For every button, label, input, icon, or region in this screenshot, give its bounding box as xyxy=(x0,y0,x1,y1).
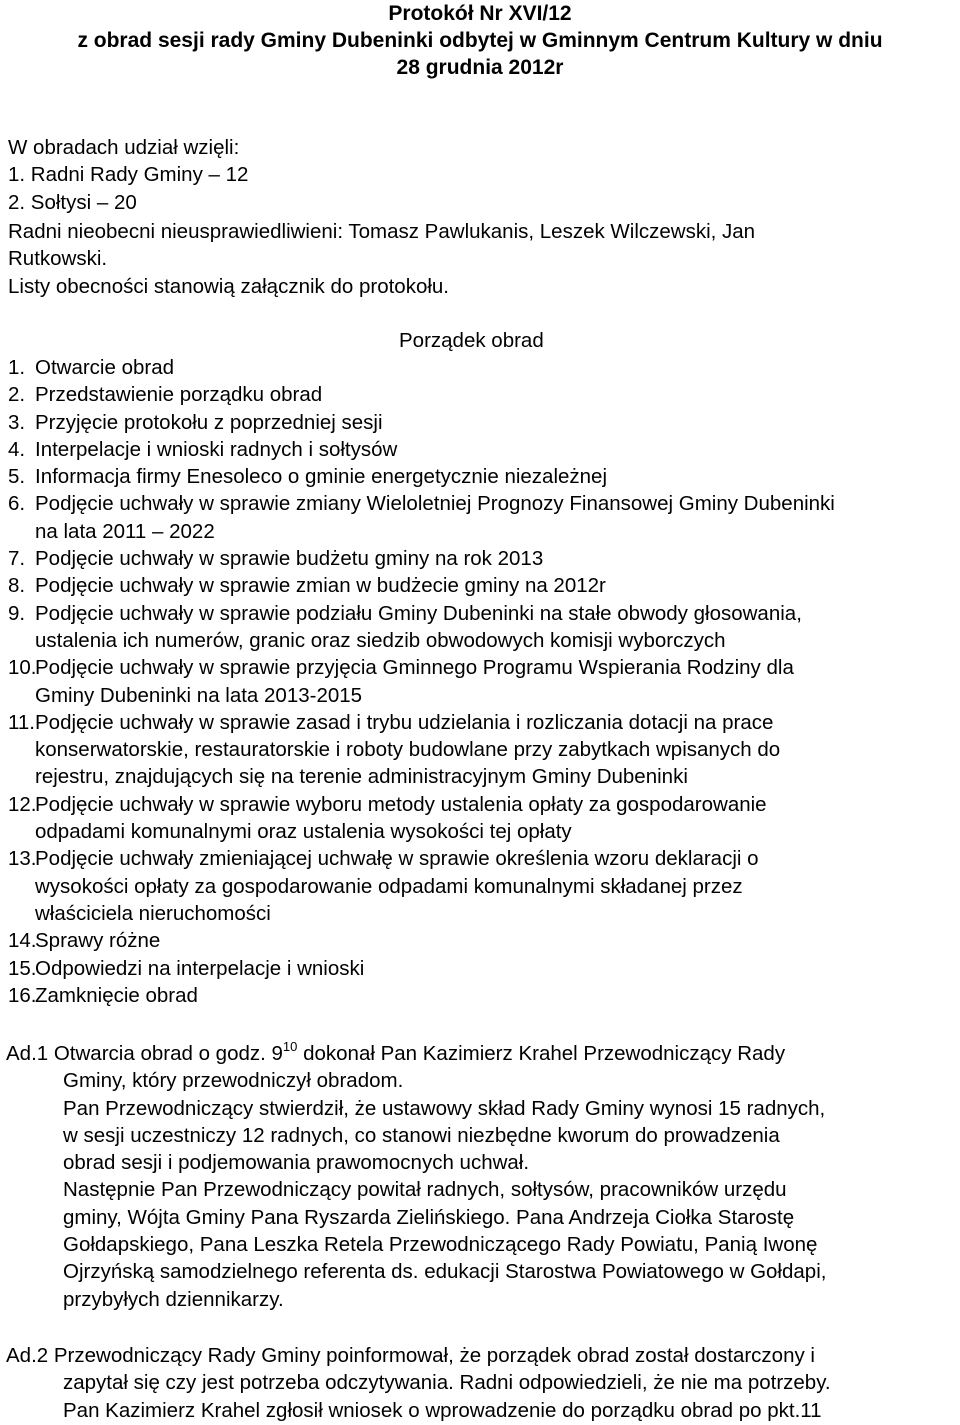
agenda-list xyxy=(8,354,958,1009)
agenda-item-number: 16. xyxy=(8,983,37,1007)
agenda-item-number: 13. xyxy=(8,847,37,871)
agenda-item-line xyxy=(8,654,958,681)
agenda-item-text: Podjęcie uchwały w sprawie przyjęcia Gminnego Programu Wspierania Rodziny dla xyxy=(35,656,794,680)
agenda-item xyxy=(8,845,958,927)
ad1-first-line xyxy=(6,1040,956,1067)
protocol-date: 28 grudnia 2012r xyxy=(396,56,564,79)
agenda-item-text: Sprawy różne xyxy=(35,929,161,953)
agenda-item-text: Podjęcie uchwały w sprawie podziału Gminy Dubeninki na stałe obwody głosowania, xyxy=(35,601,802,625)
agenda-item-line xyxy=(8,600,958,627)
agenda-item-text: właściciela nieruchomości xyxy=(35,901,271,925)
agenda-item xyxy=(8,381,958,408)
agenda-item xyxy=(8,709,958,791)
paragraph-text: Pan Przewodniczący stwierdził, że ustawowy skład Rady Gminy wynosi 15 radnych, xyxy=(63,1096,826,1120)
agenda-item-number: 14. xyxy=(8,929,37,953)
agenda-item xyxy=(8,955,958,982)
agenda-item-number: 1. xyxy=(8,356,26,379)
paragraph-text: Gminy, który przewodniczył obradom. xyxy=(63,1069,404,1093)
agenda-item-text: Przyjęcie protokołu z poprzedniej sesji xyxy=(35,410,383,434)
agenda-item-text: Podjęcie uchwały w sprawie zmian w budżecie gminy na 2012r xyxy=(35,574,606,598)
ad1-section xyxy=(6,1040,956,1313)
agenda-item xyxy=(8,409,958,436)
agenda-item-number: 3. xyxy=(8,410,26,434)
agenda-item-number: 7. xyxy=(8,547,26,571)
agenda-item-number: 9. xyxy=(8,601,26,625)
agenda-item-number: 15. xyxy=(8,956,37,980)
agenda-item-line xyxy=(8,791,958,818)
agenda-item-text: na lata 2011 – 2022 xyxy=(35,519,215,543)
ad2-first-line: Ad.2 Przewodniczący Rady Gminy poinformował, że porządek obrad został dostarczony i xyxy=(6,1344,815,1367)
agenda-item-text: Odpowiedzi na interpelacje i wnioski xyxy=(35,956,365,980)
agenda-item-number: 5. xyxy=(8,465,26,489)
absent-councillors: Radni nieobecni nieusprawiedliwieni: Tomasz Pawlukanis, Leszek Wilczewski, Jan xyxy=(8,220,756,243)
agenda-item xyxy=(8,572,958,599)
attendance-councillors: 1. Radni Rady Gminy – 12 xyxy=(8,163,249,186)
paragraph-text: obrad sesji i podjemowania prawomocnych uchwał. xyxy=(63,1151,530,1175)
agenda-item-text: Podjęcie uchwały zmieniającej uchwałę w sprawie określenia wzoru deklaracji o xyxy=(35,847,759,871)
agenda-item-line xyxy=(8,709,958,736)
absent-councillors-cont: Rutkowski. xyxy=(8,247,108,270)
agenda-item xyxy=(8,436,958,463)
paragraph-text: przybyłych dziennikarzy. xyxy=(63,1287,284,1311)
agenda-item-text: Zamknięcie obrad xyxy=(35,983,198,1007)
paragraph-text: Ojrzyńską samodzielnego referenta ds. edukacji Starostwa Powiatowego w Gołdapi, xyxy=(63,1260,827,1284)
agenda-item-number: 12. xyxy=(8,792,37,816)
agenda-item-text: rejestru, znajdujących się na terenie administracyjnym Gminy Dubeninki xyxy=(35,765,688,789)
agenda-item-text: Podjęcie uchwały w sprawie budżetu gminy na rok 2013 xyxy=(35,547,544,571)
agenda-item-text: ustalenia ich numerów, granic oraz siedzib obwodowych komisji wyborczych xyxy=(35,628,726,652)
agenda-title: Porządek obrad xyxy=(399,329,544,352)
agenda-item-line xyxy=(8,845,958,872)
paragraph-text: gminy, Wójta Gminy Pana Ryszarda Zielińskiego. Pana Andrzeja Ciołka Starostę xyxy=(63,1205,795,1229)
agenda-item xyxy=(8,654,958,709)
agenda-item-line xyxy=(8,490,958,517)
agenda-item xyxy=(8,982,958,1009)
paragraph-text: Ad.1 Otwarcia obrad o godz. 9 xyxy=(6,1042,283,1065)
agenda-item xyxy=(8,791,958,846)
protocol-title: Protokół Nr XVI/12 xyxy=(388,2,572,25)
paragraph-text: w sesji uczestniczy 12 radnych, co stanowi niezbędne kworum do prowadzenia xyxy=(63,1123,780,1147)
paragraph-text: Gołdapskiego, Pana Leszka Retela Przewodniczącego Rady Powiatu, Panią Iwonę xyxy=(63,1233,818,1257)
attendance-village-heads: 2. Sołtysi – 20 xyxy=(8,191,137,214)
paragraph-text: zapytał się czy jest potrzeba odczytywania. Radni odpowiedzieli, że nie ma potrzeby. xyxy=(63,1371,831,1395)
agenda-item-text: konserwatorskie, restauratorskie i roboty budowlane przy zabytkach wpisanych do xyxy=(35,738,781,762)
attendance-lists-note: Listy obecności stanowią załącznik do protokołu. xyxy=(8,275,449,298)
ad2-section xyxy=(6,1342,956,1424)
paragraph-text: Pan Kazimierz Krahel zgłosił wniosek o wprowadzenie do porządku obrad po pkt.11 xyxy=(63,1398,822,1422)
protocol-subtitle: z obrad sesji rady Gminy Dubeninki odbytej w Gminnym Centrum Kultury w dniu xyxy=(77,29,883,52)
attendance-heading: W obradach udział wzięli: xyxy=(8,136,240,159)
agenda-item-text: Przedstawienie porządku obrad xyxy=(35,383,323,407)
agenda-item-number: 8. xyxy=(8,574,26,598)
paragraph-text: Następnie Pan Przewodniczący powitał radnych, sołtysów, pracowników urzędu xyxy=(63,1178,787,1202)
agenda-item xyxy=(8,927,958,954)
agenda-item-text: Gminy Dubeninki na lata 2013-2015 xyxy=(35,683,363,707)
agenda-item-number: 10. xyxy=(8,656,37,680)
agenda-item xyxy=(8,600,958,655)
paragraph-text: dokonał Pan Kazimierz Krahel Przewodniczący Rady xyxy=(297,1042,786,1065)
agenda-item xyxy=(8,463,958,490)
agenda-item-text: Otwarcie obrad xyxy=(35,356,175,379)
agenda-item-text: Interpelacje i wnioski radnych i sołtysów xyxy=(35,437,398,461)
agenda-item-number: 11. xyxy=(8,710,35,734)
agenda-item xyxy=(8,490,958,545)
agenda-item xyxy=(8,545,958,572)
agenda-item-text: Podjęcie uchwały w sprawie wyboru metody ustalenia opłaty za gospodarowanie xyxy=(35,792,767,816)
agenda-item-text: Podjęcie uchwały w sprawie zmiany Wieloletniej Prognozy Finansowej Gminy Dubeninki xyxy=(35,492,835,516)
agenda-item-number: 4. xyxy=(8,437,26,461)
agenda-item xyxy=(8,354,958,381)
hour-superscript: 10 xyxy=(282,1039,298,1054)
agenda-item-text: Podjęcie uchwały w sprawie zasad i trybu udzielania i rozliczania dotacji na prace xyxy=(35,710,774,734)
agenda-item-number: 6. xyxy=(8,492,26,516)
agenda-item-number: 2. xyxy=(8,383,26,407)
agenda-item-text: wysokości opłaty za gospodarowanie odpadami komunalnymi składanej przez xyxy=(35,874,743,898)
agenda-item-text: Informacja firmy Enesoleco o gminie energetycznie niezależnej xyxy=(35,465,608,489)
agenda-item-text: odpadami komunalnymi oraz ustalenia wysokości tej opłaty xyxy=(35,820,572,844)
